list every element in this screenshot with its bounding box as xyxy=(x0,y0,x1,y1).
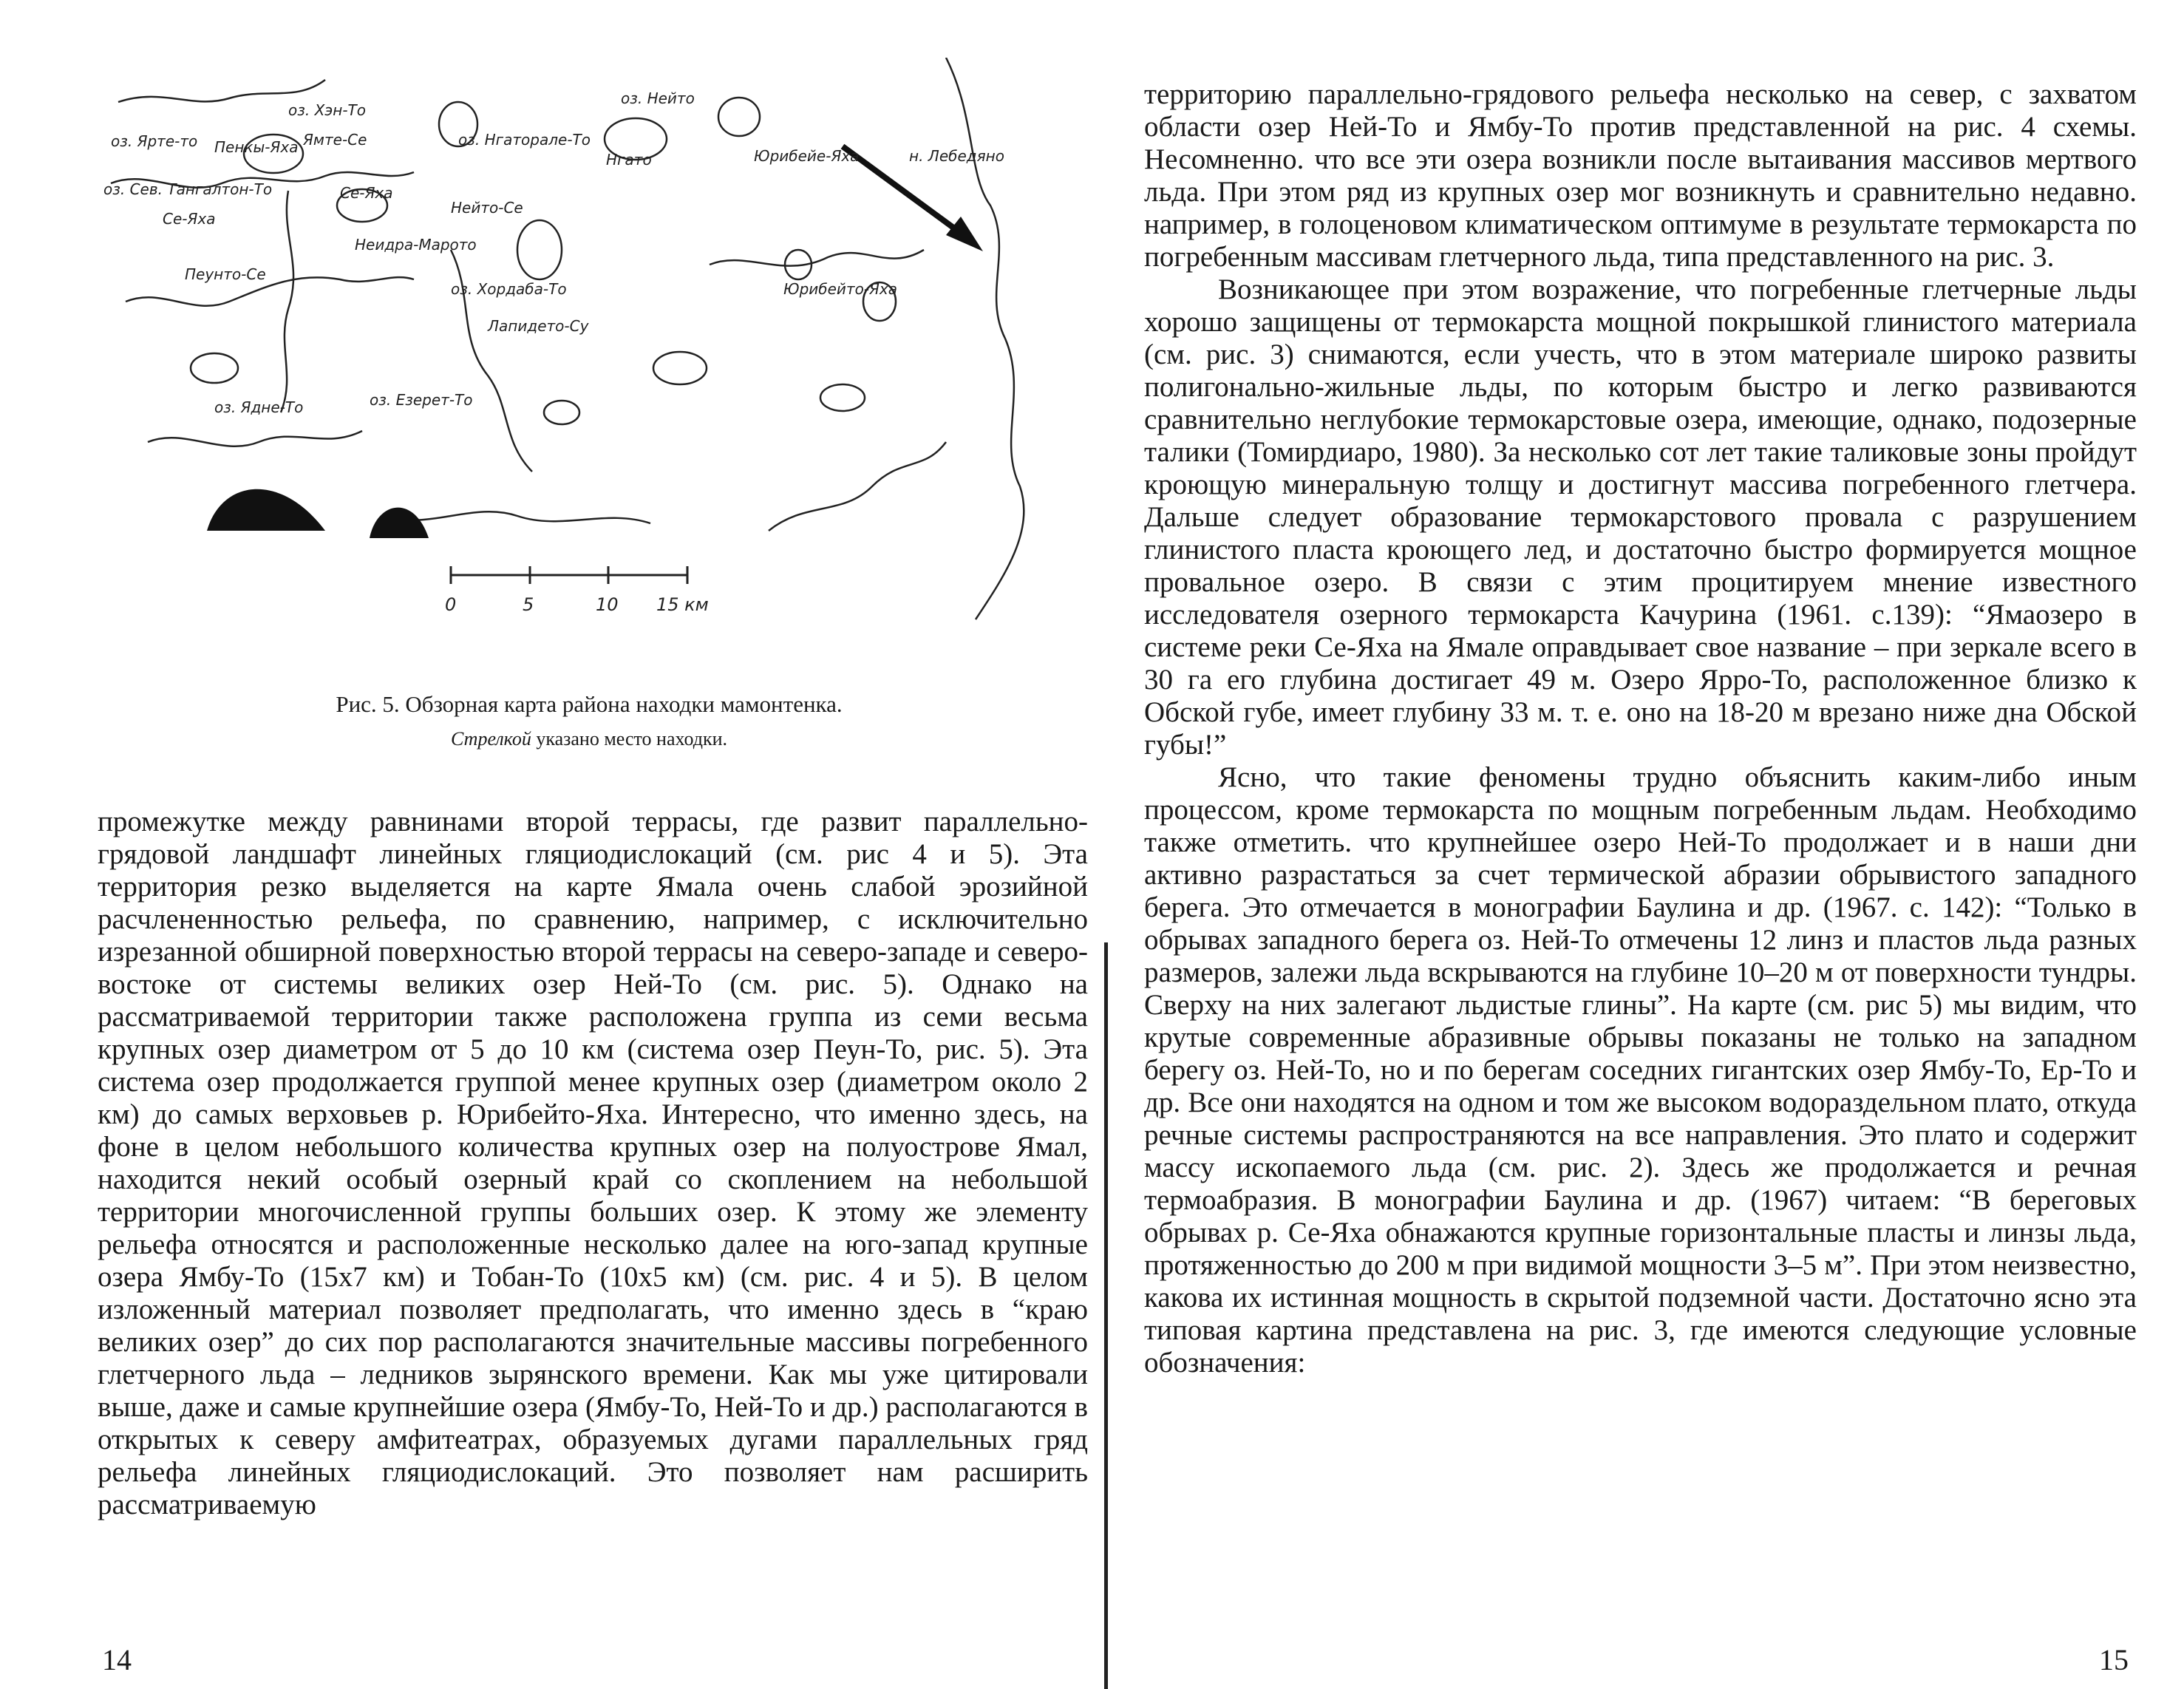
river-line xyxy=(384,512,650,523)
location-arrow-head xyxy=(946,217,983,251)
map-label: Юрибейе-Яха xyxy=(754,147,860,165)
right-paragraph-1: территорию параллельно-грядового рельефа несколько на север, с захватом области озер Ней-То и Ямбу-То против представленной на рис. 4 схемы. Несомненно. что все эти озера возникли после вытаивания массивов мертвого льда. При этом ряд из крупных озер мог возникнуть и сравнительно недавно. например, в голоценовом климатическом оптимуме в результате термокарста по погребенным массивам глетчерного льда, типа представленного на рис. 3. xyxy=(1144,78,2137,273)
river-line xyxy=(118,80,325,102)
map-label: оз. Ядне-То xyxy=(214,398,304,416)
lake-ezeret-to xyxy=(370,508,429,538)
map-label: Пеунто-Се xyxy=(185,265,266,283)
lake-outline xyxy=(517,220,562,279)
map-label: оз. Нгаторале-То xyxy=(458,131,591,149)
caption-italic: Стрелкой xyxy=(450,728,531,750)
map-label: Ямте-Се xyxy=(303,131,367,149)
map-figure xyxy=(103,58,1086,649)
page-number-right: 15 xyxy=(2099,1643,2129,1676)
right-paragraph-2: Возникающее при этом возражение, что погребенные глетчерные льды хорошо защищены от термокарста мощной покрышкой глинистого материала (см. рис. 3) снимаются, если учесть, что в этом материале широко развиты полигонально-жильные льды, по которым быстро и легко развиваются сравнительно неглубокие термокарстовые озера, имеющие, однако, подозерные талики (Томирдиаро, 1980). За несколько сот лет такие таликовые зоны пройдут кроющую минеральную толщу и достигнут массива погребенного глетчера. Дальше следует образование термокарстового провала с разрушением глинистого пласта кроющего лед, и достаточно быстро формируется мощное провальное озеро. В связи с этим процитируем мнение известного исследователя озерного термокарста Качурина (1961. с.139): “Ямаозеро в системе реки Се-Яха на Ямале оправдывает свое название – при зеркале всего в 30 га его глубина достигает 49 м. Озеро Ярро-То, расположенное близко к Обской губе, имеет глубину 33 м. т. е. оно на 18-20 м врезано ниже дна Обской губы!” xyxy=(1144,273,2137,761)
map-label: оз. Нейто xyxy=(621,89,695,107)
scale-tick-label: 15 км xyxy=(656,594,709,615)
page-number-left: 14 xyxy=(102,1643,132,1676)
map-label: оз. Сев. Тангалтон-То xyxy=(103,180,273,198)
map-label: Юрибейто-Яха xyxy=(783,280,898,298)
map-label: Се-Яха xyxy=(340,184,393,202)
scale-bar xyxy=(451,566,687,584)
river-line xyxy=(281,191,293,412)
left-column xyxy=(98,806,1088,1521)
river-line xyxy=(769,442,946,531)
map-label: Нейто-Се xyxy=(451,199,523,217)
map-label: Пенкы-Яха xyxy=(214,138,299,156)
map-label: н. Лебедяно xyxy=(909,147,1004,165)
spine-divider xyxy=(1104,942,1108,1689)
left-paragraph: промежутке между равнинами второй террасы, где развит параллельно-грядовой ландшафт линейных гляциодислокаций (см. рис 4 и 5). Эта территория резко выделяется на карте Ямала очень слабой эрозийной расчлененностью рельефа, по сравнению, например, с исключительно изрезанной обширной поверхностью второй террасы на северо-западе и северо-востоке от системы великих озер Ней-То (см. рис. 5). Однако на рассматриваемой территории также расположена группа из семи весьма крупных озер диаметром от 5 до 10 км (система озер Пеун-То, рис. 5). Эта система озер продолжается группой менее крупных озер (диаметром около 2 км) до самых верховьев р. Юрибейто-Яха. Интересно, что именно здесь, на фоне в целом небольшого количества крупных озер на полуострове Ямал, находится некий особый озерный край со скоплением на небольшой территории многочисленной группы больших озер. К этому же элементу рельефа относятся и расположенные несколько далее на юго-запад крупные озера Ямбу-То (15х7 км) и Тобан-То (10х5 км) (см. рис. 4 и 5). В целом изложенный материал позволяет предполагать, что именно здесь в “краю великих озер” до сих пор располагаются значительные массивы погребенного глетчерного льда – ледников зырянского времени. Как мы уже цитировали выше, даже и самые крупнейшие озера (Ямбу-То, Ней-То и др.) располагаются в открытых к северу амфитеатрах, образуемых дугами параллельных гряд рельефа линейных гляциодислокаций. Это позволяет нам расширить рассматриваемую xyxy=(98,806,1088,1520)
map-label: Нгато xyxy=(606,151,652,169)
lake-outline xyxy=(544,401,579,424)
lake-outline xyxy=(191,353,238,383)
caption-rest: указано место находки. xyxy=(531,728,728,750)
map-label: оз. Ярте-то xyxy=(111,132,198,150)
map-label: оз. Хэн-То xyxy=(288,101,367,119)
map-label: Се-Яха xyxy=(163,210,216,228)
lake-outline xyxy=(653,352,707,384)
river-line xyxy=(148,431,362,446)
map-label: Неидра-Марото xyxy=(355,236,477,254)
scale-tick-label: 10 xyxy=(596,594,619,615)
lake-outline xyxy=(718,98,760,136)
coast-line xyxy=(946,58,1024,619)
map-label: оз. Езерет-То xyxy=(370,391,473,409)
scale-tick-label: 0 xyxy=(445,594,457,615)
right-page xyxy=(1109,0,2184,1689)
map-label: Лапидето-Су xyxy=(488,317,589,335)
right-column xyxy=(1144,78,2137,1379)
figure-caption-note xyxy=(245,728,933,750)
river-line xyxy=(126,277,414,306)
figure-caption-title: Рис. 5. Обзорная карта района находки мамонтенка. xyxy=(336,691,843,717)
river-line xyxy=(710,250,924,266)
map-label: оз. Хордаба-То xyxy=(451,280,567,298)
scale-tick-label: 5 xyxy=(523,594,534,615)
lake-outline xyxy=(820,384,865,411)
lake-ydne-to xyxy=(207,489,325,531)
right-paragraph-3: Ясно, что такие феномены трудно объяснить каким-либо иным процессом, кроме термокарста по мощным погребенным льдам. Необходимо также отметить. что крупнейшее озеро Ней-То продолжает и в наши дни активно разрастаться за счет термической абразии обрывистого западного берега. Это отмечается в монографии Баулина и др. (1967. с. 142): “Только в обрывах западного берега оз. Ней-То отмечены 12 линз и пластов льда разных размеров, залежи льда вскрываются на глубине 10–20 м от поверхности тундры. Сверху на них залегают льдистые глины”. На карте (см. рис 5) мы видим, что крутые современные абразивные обрывы показаны не только на западном берегу оз. Ней-То, но и по берегам соседних гигантских озер Ямбу-То, Ер-То и др. Все они находятся на одном и том же высоком водораздельном плато, откуда речные системы распространяются на все направления. Это плато и содержит массу ископаемого льда (см. рис. 2). Здесь же продолжается и речная термоабразия. В монографии Баулина и др. (1967) читаем: “В береговых обрывах р. Се-Яха обнажаются крупные горизонтальные пласты и линзы льда, протяженностью до 200 м при видимой мощности 3–5 м”. При этом неизвестно, какова их истинная мощность в скрытой подземной части. Достаточно ясно эта типовая картина представлена на рис. 3, где имеются следующие условные обозначения: xyxy=(1144,761,2137,1379)
